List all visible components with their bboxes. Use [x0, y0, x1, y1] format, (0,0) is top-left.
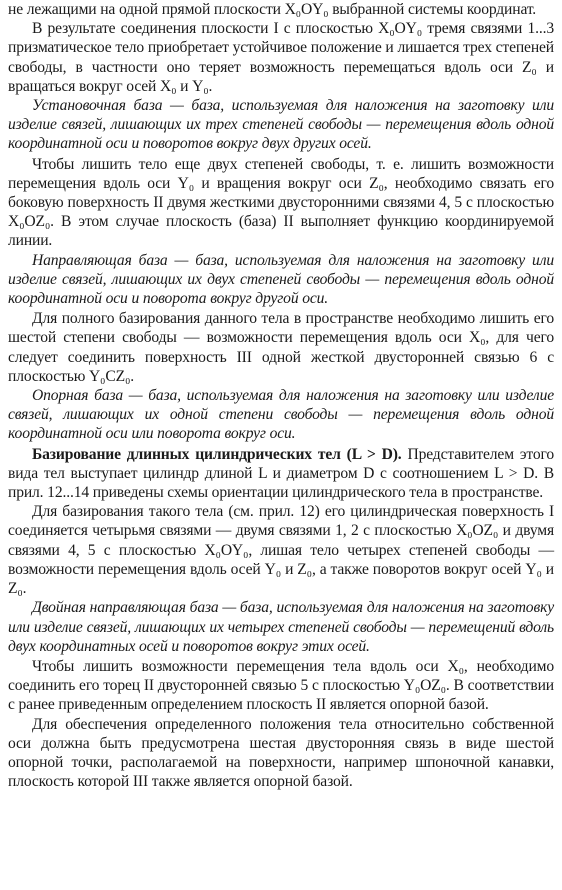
definition-support-base: Опорная база — база, используемая для наложения на заготовку или изделие связей, лишающих их одной степени свободы — перемещения вдоль одной координатной оси или поворота вокруг оси. [8, 387, 554, 443]
definition-double-guide-base: Двойная направляющая база — база, используемая для наложения на заготовку или изделие связей, лишающих их четырех степеней свободы — перемещений вдоль двух координатных осей и поворотов вокруг этих осей. [8, 599, 554, 655]
paragraph-6: Чтобы лишить возможности перемещения тела вдоль оси X₀, необходимо соединить его торец II двусторонней связью 5 с плоскостью Y₀OZ₀. В соответствии с ранее приведенным определением плоскость II является опорной базой. [8, 657, 554, 714]
section-body: Представителем этого вида тел выступает цилиндр длиной L и диаметром D с соотношением L > D. В прил. 12...14 приведены схемы ориентации цилиндрического тела в пространстве. [8, 445, 554, 502]
paragraph-1: не лежащими на одной прямой плоскости X₀OY₀ выбранной системы координат. [8, 1, 537, 18]
paragraph-5: Для базирования такого тела (см. прил. 12) его цилиндрическая поверхность I соединяется четырьмя связями — двумя связями 1, 2 с плоскостью X₀OZ₀ и двумя связями 4, 5 с плоскостью X₀OY₀, лишая тело четырех степеней свободы — возможности перемещения вдоль осей Y₀ и Z₀, а также поворотов вокруг осей Y₀ и Z₀. [8, 503, 554, 598]
paragraph-7: Для обеспечения определенного положения тела относительно собственной оси должна быть предусмотрена шестая двусторонняя связь в виде шестой опорной точки, располагаемой на поверхности, например шпоночной канавки, плоскость которой III также является опорной базой. [8, 715, 554, 791]
definition-installation-base: Установочная база — база, используемая для наложения на заготовку или изделие связей, лишающих их трех степеней свободы — перемещения вдоль одной координатной оси и поворотов вокруг двух других осей. [8, 97, 554, 153]
section-long-cylinders [8, 445, 554, 503]
definition-guide-base: Направляющая база — база, используемая для наложения на заготовку или изделие связей, лишающих их двух степеней свободы — перемещения вдоль одной координатной оси и поворота вокруг другой оси. [8, 251, 554, 308]
section-heading: Базирование длинных цилиндрических тел (L > D). [32, 445, 402, 463]
paragraph-2: В результате соединения плоскости I с плоскостью X₀OY₀ тремя связями 1...3 призматическое тело приобретает устойчивое положение и лишается трех степеней свободы, в частности оно теряет возможность перемещаться вдоль оси Z₀ и вращаться вокруг осей X₀ и Y₀. [8, 20, 554, 95]
paragraph-3: Чтобы лишить тело еще двух степеней свободы, т. е. лишить возможности перемещения вдоль оси Y₀ и вращения вокруг оси Z₀, необходимо связать его боковую поверхность II двумя жесткими двусторонними связями 4, 5 с плоскостью X₀OZ₀. В этом случае плоскость (база) II выполняет функцию координируемой линии. [8, 155, 554, 250]
paragraph-4: Для полного базирования данного тела в пространстве необходимо лишить его шестой степени свободы — возможности перемещения вдоль оси X₀, для чего следует соединить поверхность III одной жесткой двусторонней связью 6 с плоскостью Y₀CZ₀. [8, 310, 554, 385]
